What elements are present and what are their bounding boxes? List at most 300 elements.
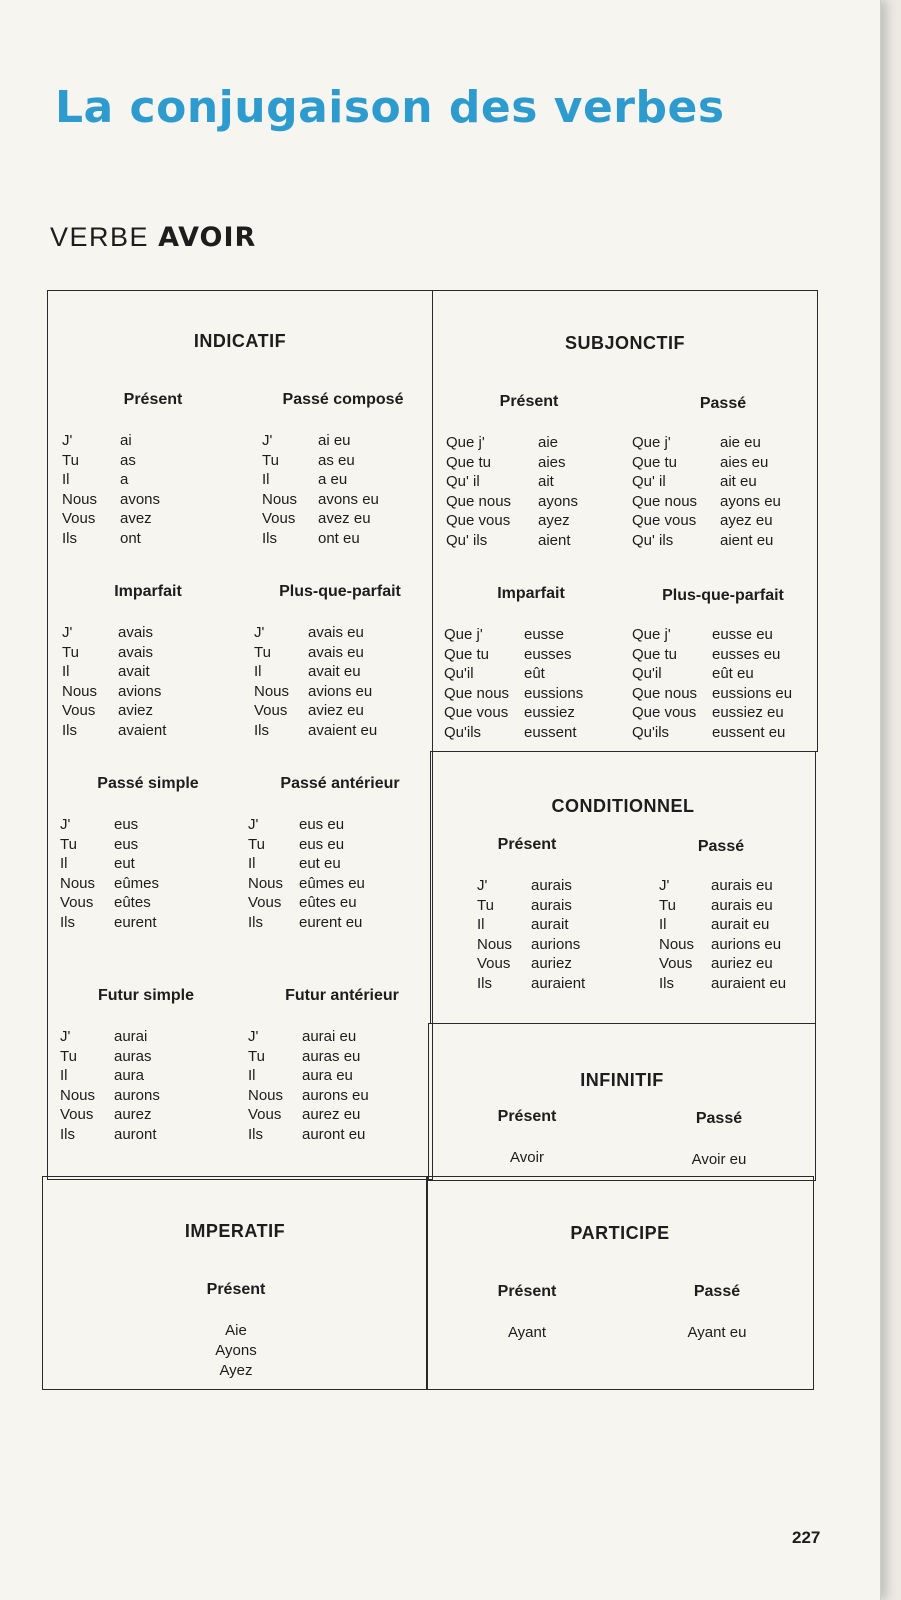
verb-form: ait xyxy=(538,473,554,490)
conjugation-row xyxy=(262,509,379,529)
conjugation-row xyxy=(446,511,578,531)
pronoun: Nous xyxy=(477,935,513,953)
verb-form: ayez eu xyxy=(720,512,773,529)
pronoun: Qu' il xyxy=(446,473,480,490)
pronoun: Vous xyxy=(60,894,94,911)
verb-form: aurai eu xyxy=(302,1028,357,1045)
conjugation-row xyxy=(248,1027,369,1047)
conjugation-row xyxy=(248,913,365,933)
verb-form: aurions xyxy=(531,935,581,953)
pronoun: Que nous xyxy=(632,492,698,510)
conjugation-row xyxy=(60,1086,160,1106)
pronoun: Tu xyxy=(62,451,79,469)
conjugation-row xyxy=(60,893,159,913)
verb-form: eus eu xyxy=(299,816,345,833)
verb-form: aurais xyxy=(531,896,572,914)
conjugation-row xyxy=(659,896,786,916)
pronoun: Qu'il xyxy=(632,665,662,682)
pronoun: Ils xyxy=(262,529,277,547)
pronoun: Nous xyxy=(60,874,96,892)
conjugation-row xyxy=(659,915,786,935)
conjugation-row xyxy=(62,470,160,490)
verb-form: eus xyxy=(114,816,139,833)
conjugation-row xyxy=(632,664,792,684)
indicatif-futur-anterieur-table xyxy=(248,1027,369,1144)
pronoun: Ils xyxy=(62,529,77,547)
pronoun: Que j' xyxy=(444,626,483,643)
pronoun: Ils xyxy=(62,721,77,739)
verb-form: aies xyxy=(538,453,566,471)
verb-form: avait eu xyxy=(308,663,361,680)
pronoun: Ils xyxy=(60,1125,75,1143)
conditionnel-passe-table xyxy=(659,876,786,993)
pronoun: J' xyxy=(62,624,73,641)
verb-form: auront eu xyxy=(302,1125,366,1143)
conjugation-row xyxy=(62,451,160,471)
conjugation-row xyxy=(62,431,160,451)
pronoun: Que vous xyxy=(632,512,697,529)
verb-form: eûtes eu xyxy=(299,894,357,911)
subjonctif-plus-que-parfait-heading: Plus-que-parfait xyxy=(662,587,784,604)
verb-form: avez xyxy=(120,510,152,527)
conjugation-row xyxy=(248,1105,369,1125)
verb-name: AVOIR xyxy=(158,222,257,253)
pronoun: Ils xyxy=(254,721,269,739)
conjugation-row xyxy=(632,472,781,492)
conjugation-row xyxy=(248,854,365,874)
verb-form: aie xyxy=(538,434,559,451)
pronoun: Qu'ils xyxy=(444,723,482,741)
conjugation-row xyxy=(632,531,781,551)
verb-form: aurions eu xyxy=(711,935,782,953)
conjugation-row xyxy=(248,815,365,835)
verb-form: eusses xyxy=(524,645,572,663)
subjonctif-imparfait-table xyxy=(444,625,583,742)
conditionnel-present-table xyxy=(477,876,585,993)
verb-form: eus xyxy=(114,835,139,853)
subjonctif-cell xyxy=(432,290,818,752)
conjugation-row xyxy=(62,529,160,549)
pronoun: Que vous xyxy=(446,512,511,529)
subjonctif-imparfait-heading: Imparfait xyxy=(497,585,565,602)
conjugation-row xyxy=(60,1047,160,1067)
pronoun: Vous xyxy=(60,1106,94,1123)
conjugation-row xyxy=(60,913,159,933)
conjugation-row xyxy=(254,682,377,702)
page-title: La conjugaison des verbes xyxy=(55,82,725,133)
imperatif-present-heading: Présent xyxy=(206,1281,266,1298)
conjugation-row xyxy=(444,684,583,704)
conjugation-row xyxy=(60,815,159,835)
imperatif-value: Ayez xyxy=(219,1362,253,1379)
indicatif-plus-que-parfait-table xyxy=(254,623,377,740)
pronoun: J' xyxy=(60,1028,71,1045)
conjugation-grid xyxy=(42,290,820,1418)
pronoun: Nous xyxy=(262,490,298,508)
conjugation-row xyxy=(659,954,786,974)
pronoun: Nous xyxy=(659,935,695,953)
verb-form: eussent eu xyxy=(712,723,786,741)
conjugation-row xyxy=(248,893,365,913)
pronoun: Tu xyxy=(477,896,494,914)
subjonctif-passe-heading: Passé xyxy=(699,395,747,412)
conjugation-row xyxy=(62,490,160,510)
participe-passe-heading: Passé xyxy=(693,1283,741,1300)
pronoun: Nous xyxy=(62,682,98,700)
pronoun: Vous xyxy=(62,702,96,719)
verb-form: eussent xyxy=(524,723,577,741)
verb-form: aurais xyxy=(531,877,572,894)
conjugation-row xyxy=(446,492,578,512)
conjugation-row xyxy=(60,1066,160,1086)
conjugation-row xyxy=(62,721,166,741)
pronoun: Vous xyxy=(254,702,288,719)
pronoun: Tu xyxy=(248,1047,265,1065)
pronoun: Vous xyxy=(248,1106,282,1123)
pronoun: Vous xyxy=(62,510,96,527)
pronoun: Que tu xyxy=(444,645,490,663)
imperatif-value: Ayons xyxy=(215,1342,257,1359)
verb-form: auraient eu xyxy=(711,974,787,992)
conjugation-row xyxy=(60,874,159,894)
verb-form: ai xyxy=(120,432,132,449)
verb-form: aura eu xyxy=(302,1067,353,1084)
participe-present-heading: Présent xyxy=(497,1283,557,1300)
conjugation-row xyxy=(659,974,786,994)
pronoun: Vous xyxy=(477,955,511,972)
subjonctif-present-heading: Présent xyxy=(499,393,559,410)
verb-form: eussiez eu xyxy=(712,704,784,721)
pronoun: J' xyxy=(254,624,265,641)
verb-form: avais xyxy=(118,643,154,661)
pronoun: Nous xyxy=(248,1086,284,1104)
conjugation-row xyxy=(632,453,781,473)
conjugation-row xyxy=(254,643,377,663)
pronoun: J' xyxy=(477,877,488,894)
pronoun: Ils xyxy=(248,1125,263,1143)
verb-form: avions xyxy=(118,682,162,700)
pronoun: Ils xyxy=(659,974,674,992)
conjugation-row xyxy=(262,490,379,510)
pronoun: Qu' ils xyxy=(632,531,674,549)
conjugation-row xyxy=(254,623,377,643)
conjugation-row xyxy=(446,531,578,551)
conjugation-row xyxy=(446,453,578,473)
conjugation-row xyxy=(444,645,583,665)
indicatif-passe-simple-table xyxy=(60,815,159,932)
indicatif-passe-compose-heading: Passé composé xyxy=(282,391,404,408)
pronoun: Vous xyxy=(262,510,296,527)
verb-form: ayons eu xyxy=(720,492,781,510)
conditionnel-present-heading: Présent xyxy=(497,836,557,853)
verb-form: avons xyxy=(120,490,161,508)
verb-form: aurez eu xyxy=(302,1106,361,1123)
conjugation-row xyxy=(248,1125,369,1145)
pronoun: Que j' xyxy=(446,434,485,451)
verb-form: aient eu xyxy=(720,531,774,549)
verb-form: eût eu xyxy=(712,665,754,682)
verb-form: ait eu xyxy=(720,473,757,490)
pronoun: Qu' ils xyxy=(446,531,488,549)
verb-form: aura xyxy=(114,1067,145,1084)
pronoun: J' xyxy=(659,877,670,894)
infinitif-heading: INFINITIF xyxy=(580,1070,664,1090)
indicatif-passe-anterieur-table xyxy=(248,815,365,932)
infinitif-present-heading: Présent xyxy=(497,1108,557,1125)
pronoun: Que j' xyxy=(632,434,671,451)
infinitif-passe-value: Avoir eu xyxy=(691,1151,747,1168)
imperatif-cell xyxy=(42,1176,428,1390)
conjugation-row xyxy=(444,625,583,645)
pronoun: Il xyxy=(60,855,68,872)
conjugation-row xyxy=(477,954,585,974)
verb-form: avait xyxy=(118,663,150,680)
pronoun: Vous xyxy=(659,955,693,972)
verb-form: eûmes eu xyxy=(299,874,365,892)
conjugation-row xyxy=(659,935,786,955)
pronoun: Qu'il xyxy=(444,665,474,682)
conjugation-row xyxy=(632,433,781,453)
verb-form: avaient xyxy=(118,721,167,739)
conjugation-row xyxy=(62,701,166,721)
verb-form: aurait eu xyxy=(711,916,770,933)
participe-present-value: Ayant xyxy=(507,1324,547,1341)
conjugation-row xyxy=(60,854,159,874)
conjugation-row xyxy=(254,701,377,721)
conjugation-row xyxy=(248,1066,369,1086)
conditionnel-heading: CONDITIONNEL xyxy=(551,796,695,816)
indicatif-present-table xyxy=(62,431,160,548)
pronoun: Tu xyxy=(248,835,265,853)
conjugation-row xyxy=(248,835,365,855)
pronoun: J' xyxy=(60,816,71,833)
verb-form: as eu xyxy=(318,451,355,469)
infinitif-present-value: Avoir xyxy=(510,1149,544,1166)
indicatif-futur-anterieur-heading: Futur antérieur xyxy=(285,987,399,1004)
indicatif-passe-anterieur-heading: Passé antérieur xyxy=(280,775,400,792)
conjugation-row xyxy=(262,529,379,549)
imperatif-heading: IMPERATIF xyxy=(184,1221,286,1241)
pronoun: Nous xyxy=(254,682,290,700)
pronoun: Que nous xyxy=(444,684,510,702)
conjugation-row xyxy=(632,511,781,531)
verb-form: eûtes xyxy=(114,894,151,911)
conjugation-row xyxy=(659,876,786,896)
pronoun: Que vous xyxy=(632,704,697,721)
verb-form: eut xyxy=(114,855,135,872)
indicatif-plus-que-parfait-heading: Plus-que-parfait xyxy=(279,583,401,600)
verb-form: eurent eu xyxy=(299,913,363,931)
infinitif-passe-heading: Passé xyxy=(695,1110,743,1127)
conjugation-row xyxy=(248,1047,369,1067)
pronoun: Qu' il xyxy=(632,473,666,490)
conjugation-row xyxy=(477,915,585,935)
verb-form: auront xyxy=(114,1125,157,1143)
conjugation-row xyxy=(444,723,583,743)
verb-form: eûmes xyxy=(114,874,160,892)
indicatif-heading: INDICATIF xyxy=(193,331,287,351)
indicatif-imparfait-table xyxy=(62,623,166,740)
conjugation-row xyxy=(60,1125,160,1145)
conjugation-row xyxy=(444,703,583,723)
verb-prefix: VERBE xyxy=(50,222,150,252)
verb-form: avaient eu xyxy=(308,721,378,739)
verb-form: aurais eu xyxy=(711,877,773,894)
participe-heading: PARTICIPE xyxy=(570,1223,670,1243)
pronoun: J' xyxy=(262,432,273,449)
verb-form: ayons xyxy=(538,492,579,510)
verb-form: aurait xyxy=(531,916,569,933)
subjonctif-heading: SUBJONCTIF xyxy=(564,333,685,353)
conjugation-row xyxy=(444,664,583,684)
pronoun: Nous xyxy=(60,1086,96,1104)
pronoun: Qu'ils xyxy=(632,723,670,741)
verb-form: aurez xyxy=(114,1106,152,1123)
verb-form: avais eu xyxy=(308,643,364,661)
verb-form: aurons eu xyxy=(302,1086,369,1104)
pronoun: Que tu xyxy=(632,645,678,663)
conditionnel-passe-heading: Passé xyxy=(697,838,745,855)
pronoun: Que vous xyxy=(444,704,509,721)
conjugation-row xyxy=(60,1027,160,1047)
conjugation-row xyxy=(60,835,159,855)
conjugation-row xyxy=(446,433,578,453)
verb-form: eussions xyxy=(524,684,584,702)
pronoun: Il xyxy=(248,855,256,872)
pronoun: Que tu xyxy=(632,453,678,471)
conjugation-row xyxy=(62,682,166,702)
conjugation-row xyxy=(477,896,585,916)
verb-form: aie eu xyxy=(720,434,761,451)
verb-form: avions eu xyxy=(308,682,373,700)
pronoun: Ils xyxy=(248,913,263,931)
indicatif-futur-simple-heading: Futur simple xyxy=(97,987,194,1004)
pronoun: Tu xyxy=(60,835,77,853)
imperatif-value: Aie xyxy=(225,1322,247,1339)
participe-cell xyxy=(426,1176,814,1390)
conjugation-row xyxy=(477,935,585,955)
verb-form: aurai xyxy=(114,1028,148,1045)
pronoun: Tu xyxy=(62,643,79,661)
pronoun: Nous xyxy=(62,490,98,508)
conjugation-row xyxy=(262,431,379,451)
imperatif-present-values xyxy=(146,1321,326,1381)
conjugation-row xyxy=(477,974,585,994)
pronoun: Il xyxy=(659,916,667,933)
pronoun: Que nous xyxy=(632,684,698,702)
pronoun: Il xyxy=(477,916,485,933)
pronoun: J' xyxy=(62,432,73,449)
verb-form: avons eu xyxy=(318,490,379,508)
subjonctif-present-table xyxy=(446,433,578,550)
pronoun: Que nous xyxy=(446,492,512,510)
verb-form: eût xyxy=(524,665,545,682)
conjugation-row xyxy=(62,623,166,643)
pronoun: Tu xyxy=(254,643,271,661)
verb-heading xyxy=(50,222,256,253)
verb-form: avais xyxy=(118,624,154,641)
pronoun: Il xyxy=(248,1067,256,1084)
indicatif-present-heading: Présent xyxy=(123,391,183,408)
verb-form: ayez xyxy=(538,512,570,529)
pronoun: Vous xyxy=(248,894,282,911)
verb-form: aviez eu xyxy=(308,702,364,719)
verb-form: eusse eu xyxy=(712,626,773,643)
pronoun: Ils xyxy=(477,974,492,992)
pronoun: Tu xyxy=(659,896,676,914)
pronoun: Nous xyxy=(248,874,284,892)
indicatif-imparfait-heading: Imparfait xyxy=(114,583,182,600)
verb-form: eusses eu xyxy=(712,645,781,663)
subjonctif-plus-que-parfait-table xyxy=(632,625,792,742)
conjugation-row xyxy=(446,472,578,492)
pronoun: Que tu xyxy=(446,453,492,471)
verb-form: ont xyxy=(120,529,141,547)
verb-form: auras xyxy=(114,1047,152,1065)
conjugation-row xyxy=(632,723,792,743)
pronoun: J' xyxy=(248,816,259,833)
participe-passe-value: Ayant eu xyxy=(687,1324,747,1341)
pronoun: Il xyxy=(62,471,70,488)
verb-form: auraient xyxy=(531,974,586,992)
verb-form: auras eu xyxy=(302,1047,361,1065)
conjugation-row xyxy=(62,643,166,663)
conjugation-row xyxy=(477,876,585,896)
verb-form: avais eu xyxy=(308,624,364,641)
verb-form: eut eu xyxy=(299,855,341,872)
indicatif-cell xyxy=(47,290,433,1180)
verb-form: eusse xyxy=(524,626,565,643)
conjugation-row xyxy=(632,703,792,723)
verb-form: aient xyxy=(538,531,571,549)
verb-form: eussions eu xyxy=(712,684,793,702)
pronoun: Ils xyxy=(60,913,75,931)
pronoun: Il xyxy=(60,1067,68,1084)
verb-form: as xyxy=(120,451,136,469)
verb-form: avez eu xyxy=(318,510,371,527)
indicatif-futur-simple-table xyxy=(60,1027,160,1144)
verb-form: aurais eu xyxy=(711,896,773,914)
indicatif-passe-compose-table xyxy=(262,431,379,548)
pronoun: Il xyxy=(254,663,262,680)
conjugation-row xyxy=(62,509,160,529)
conjugation-row xyxy=(632,684,792,704)
conjugation-row xyxy=(62,662,166,682)
pronoun: Tu xyxy=(60,1047,77,1065)
pronoun: J' xyxy=(248,1028,259,1045)
pronoun: Tu xyxy=(262,451,279,469)
verb-form: ai eu xyxy=(318,432,351,449)
pronoun: Il xyxy=(262,471,270,488)
verb-form: eussiez xyxy=(524,704,575,721)
verb-form: a xyxy=(120,471,129,488)
infinitif-cell xyxy=(428,1023,816,1181)
conjugation-row xyxy=(248,874,365,894)
verb-form: eus eu xyxy=(299,835,345,853)
conjugation-row xyxy=(632,645,792,665)
pronoun: Il xyxy=(62,663,70,680)
verb-form: auriez eu xyxy=(711,955,773,972)
conjugation-row xyxy=(262,470,379,490)
verb-form: a eu xyxy=(318,471,348,488)
verb-form: aviez xyxy=(118,702,154,719)
conditionnel-cell xyxy=(430,751,816,1024)
pronoun: Que j' xyxy=(632,626,671,643)
verb-form: auriez xyxy=(531,955,572,972)
subjonctif-passe-table xyxy=(632,433,781,550)
page-number: 227 xyxy=(792,1528,821,1547)
conjugation-row xyxy=(254,662,377,682)
